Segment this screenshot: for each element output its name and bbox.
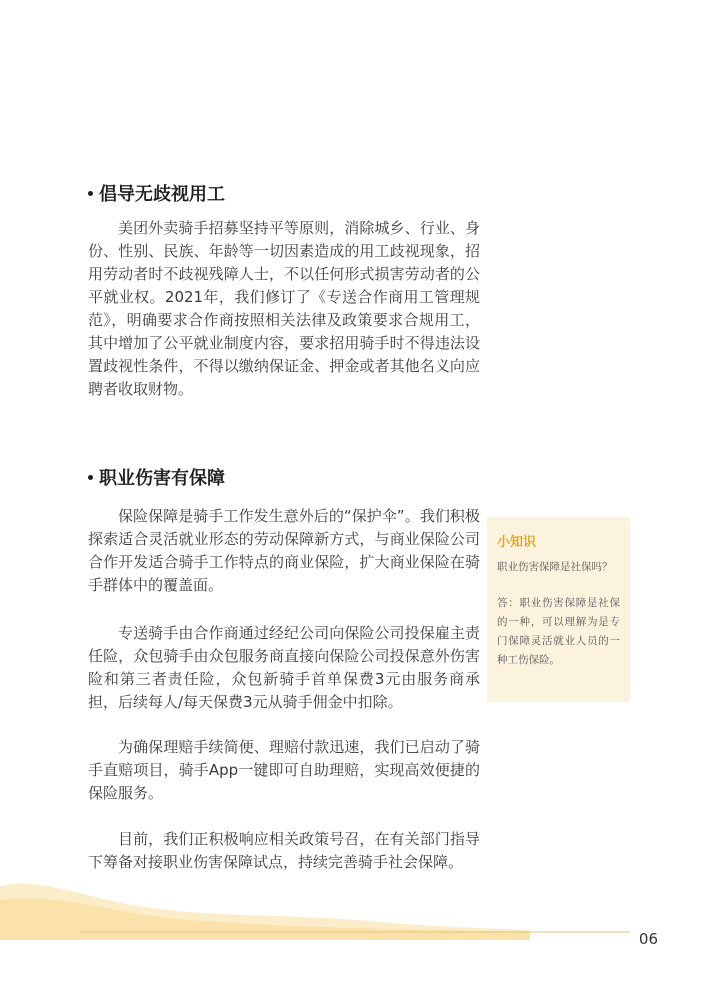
sidebar-question: 职业伤害保障是社保吗？ bbox=[497, 561, 613, 573]
paragraph: 为确保理赔手续简便、理赔付款迅速，我们已启动了骑手直赔项目，骑手App一键即可自助理赔，实现高效便捷的保险服务。 bbox=[88, 738, 480, 802]
paragraph: 保险保障是骑手工作发生意外后的“保护伞”。我们积极探索适合灵活就业形态的劳动保障新方式，与商业保险公司合作开发适合骑手工作特点的商业保险，扩大商业保险在骑手群体中的覆盖面。 bbox=[88, 507, 480, 594]
bullet-icon bbox=[88, 475, 93, 480]
paragraph: 美团外卖骑手招募坚持平等原则，消除城乡、行业、身份、性别、民族、年龄等一切因素造成的用工歧视现象，招用劳动者时不歧视残障人士，不以任何形式损害劳动者的公平就业权。2021年，我们修订了《专送合作商用工管理规范》，明确要求合作商按照相关法律及政策要求合规用工，其中增加了公平就业制度内容，要求招用骑手时不得违法设置歧视性条件，不得以缴纳保证金、押金或者其他名义向应聘者收取财物。 bbox=[88, 219, 480, 398]
bullet-icon bbox=[88, 191, 93, 196]
decorative-wave bbox=[0, 870, 710, 940]
sidebar-title: 小知识 bbox=[497, 535, 537, 550]
knowledge-sidebar bbox=[487, 517, 630, 702]
section-heading-non-discrimination bbox=[88, 180, 225, 206]
section-title: 倡导无歧视用工 bbox=[99, 184, 225, 205]
page-number: 06 bbox=[638, 930, 658, 948]
section-heading-injury-protection bbox=[88, 464, 225, 490]
paragraph: 目前，我们正积极响应相关政策号召，在有关部门指导下筹备对接职业伤害保障试点，持续完善骑手社会保障。 bbox=[88, 830, 480, 871]
sidebar-answer: 答：职业伤害保障是社保的一种，可以理解为是专门保障灵活就业人员的一种工伤保险。 bbox=[497, 597, 620, 666]
paragraph: 专送骑手由合作商通过经纪公司向保险公司投保雇主责任险，众包骑手由众包服务商直接向保险公司投保意外伤害险和第三者责任险，众包新骑手首单保费3元由服务商承担，后续每人/每天保费3元从骑手佣金中扣除。 bbox=[88, 624, 480, 711]
section-title: 职业伤害有保障 bbox=[99, 468, 225, 489]
